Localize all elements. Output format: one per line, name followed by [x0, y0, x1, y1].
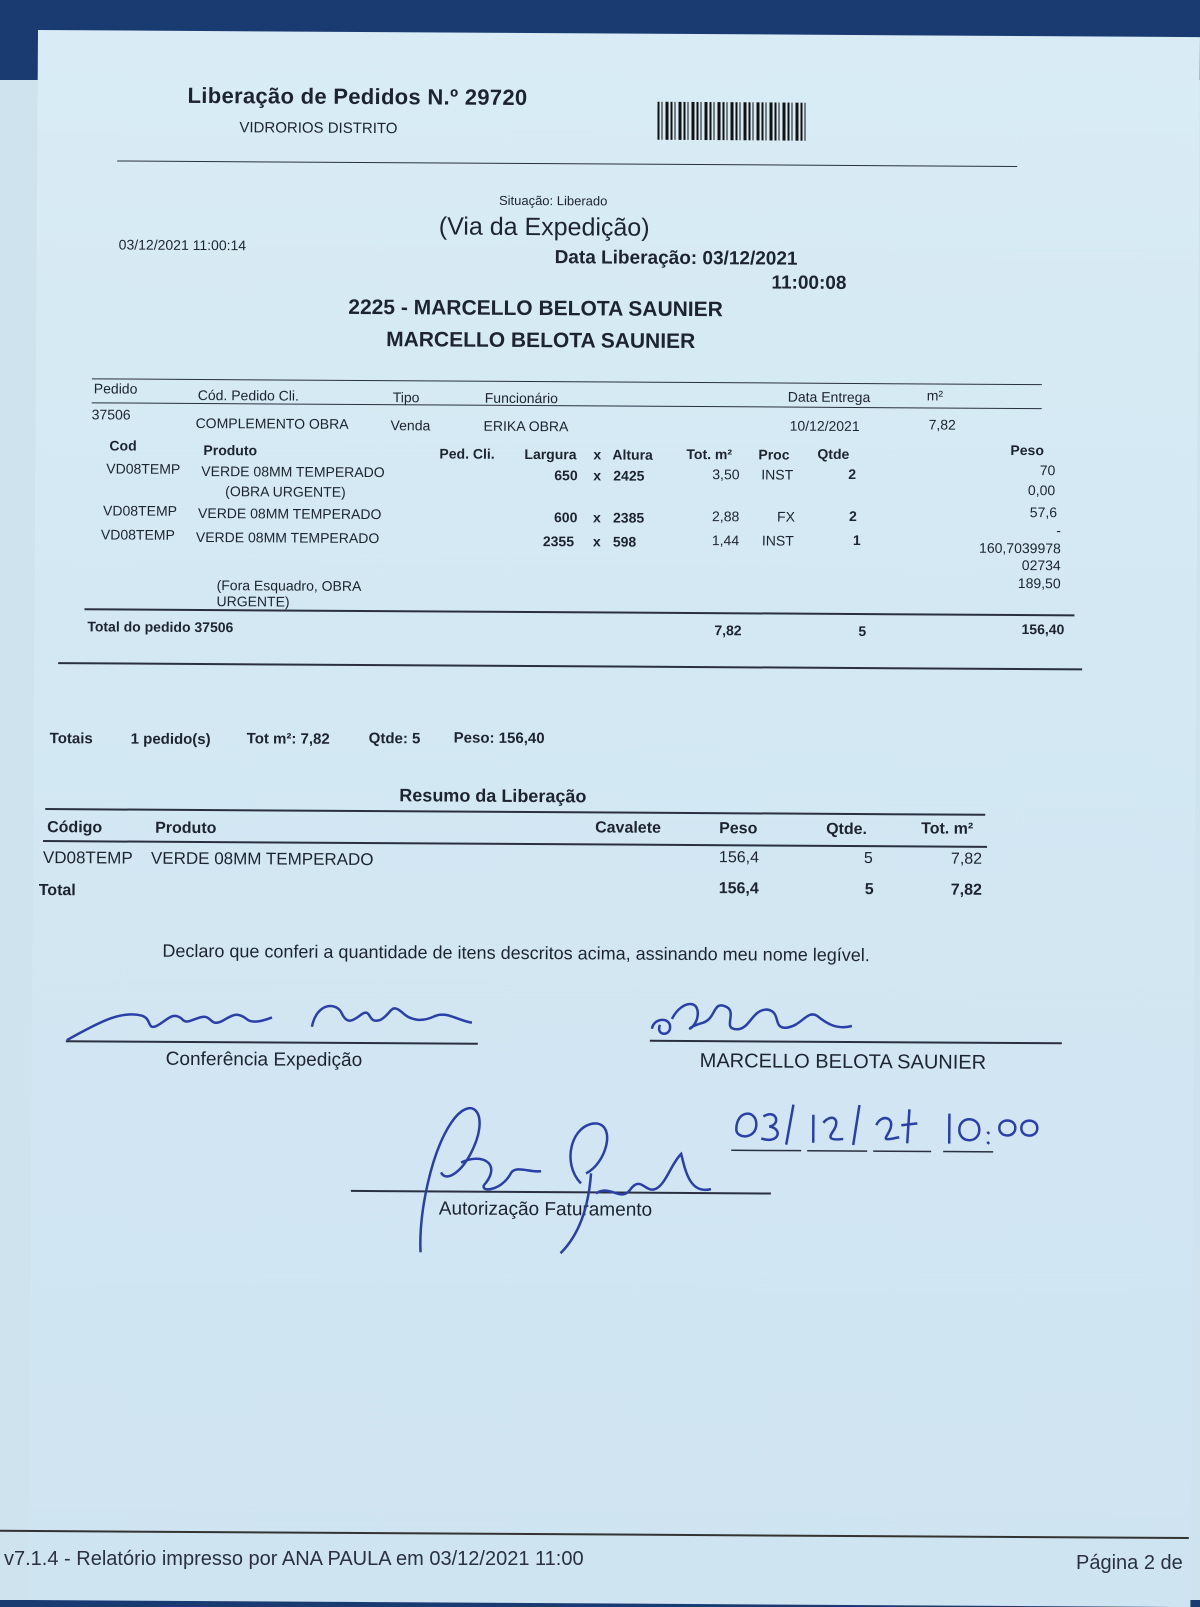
item-3-tot-m2: 1,44 — [711, 532, 740, 549]
header-divider — [117, 160, 1017, 166]
order-m2: 7,82 — [928, 416, 956, 433]
order-client-code: COMPLEMENTO OBRA — [195, 414, 349, 432]
summary-header-rule — [43, 840, 987, 848]
item-col-peso: Peso — [1010, 441, 1044, 459]
print-datetime: 03/12/2021 11:00:14 — [118, 236, 247, 254]
summary-row-peso: 156,4 — [718, 849, 760, 867]
declaration-text: Declaro que conferi a quantidade de itens descritos acima, assinando meu nome legível. — [162, 940, 870, 966]
item-1-proc: INST — [761, 466, 794, 483]
item-1-peso: 70 — [1039, 462, 1056, 479]
item-1-largura: 650 — [554, 467, 578, 484]
item-2-tot-m2: 2,88 — [711, 508, 740, 525]
order-total-rule — [84, 608, 1074, 616]
col-tipo: Tipo — [392, 389, 420, 406]
item-3-peso-cont: 02734 — [1021, 557, 1061, 574]
summary-total-qtde: 5 — [864, 881, 874, 899]
item-3-peso-dash: - — [1056, 522, 1062, 539]
item-col-qtde: Qtde — [817, 445, 850, 462]
autorizacao-label: Autorização Faturamento — [438, 1198, 653, 1221]
item-3-produto: VERDE 08MM TEMPERADO — [195, 528, 380, 547]
item-2-altura: 2385 — [612, 509, 645, 526]
copy-type: (Via da Expedição) — [438, 212, 650, 242]
item-3-peso: 160,7039978 — [979, 539, 1061, 557]
order-number: 37506 — [91, 406, 131, 423]
summary-top-rule — [45, 808, 985, 816]
summary-title: Resumo da Liberação — [399, 785, 587, 807]
order-total-label: Total do pedido 37506 — [87, 618, 234, 636]
summary-total-peso: 156,4 — [718, 880, 759, 898]
order-total-m2: 7,82 — [714, 622, 742, 639]
summary-row-codigo: VD08TEMP — [42, 848, 133, 868]
item-1-obs: (OBRA URGENTE) — [225, 483, 346, 500]
item-1-x: x — [593, 467, 602, 484]
col-m2: m² — [926, 387, 944, 404]
item-3-obs-line2: URGENTE) — [216, 593, 290, 610]
item-3-x: x — [592, 533, 601, 550]
summary-row-tot-m2: 7,82 — [950, 850, 983, 868]
order-employee: ERIKA OBRA — [483, 417, 569, 435]
summary-col-qtde: Qtde. — [826, 820, 868, 839]
item-3-cod: VD08TEMP — [100, 526, 175, 543]
order-total-peso: 156,40 — [1021, 621, 1065, 638]
item-2-peso: 57,6 — [1029, 504, 1058, 521]
item-1-qtde: 2 — [848, 465, 857, 483]
company-name: VIDRORIOS DISTRITO — [239, 119, 398, 138]
item-col-x: x — [593, 446, 602, 463]
item-3-proc: INST — [761, 532, 794, 549]
item-col-largura: Largura — [524, 445, 577, 463]
summary-total-tot-m2: 7,82 — [950, 881, 982, 899]
client-code-name: 2225 - MARCELLO BELOTA SAUNIER — [348, 295, 723, 322]
summary-row-qtde: 5 — [863, 850, 873, 868]
item-2-x: x — [592, 509, 601, 526]
summary-col-cavalete: Cavalete — [595, 819, 662, 837]
item-col-tot-m2: Tot. m² — [686, 445, 733, 463]
summary-col-codigo: Código — [47, 819, 103, 837]
item-3-altura: 598 — [612, 533, 637, 550]
item-1-produto: VERDE 08MM TEMPERADO — [201, 463, 385, 481]
item-1-altura: 2425 — [613, 467, 645, 484]
totals-label: Totais — [49, 730, 93, 748]
conferencia-label: Conferência Expedição — [165, 1048, 363, 1071]
status-text: Situação: Liberado — [498, 192, 608, 209]
signature-autorizacao — [390, 1092, 751, 1264]
footer-print-info: v7.1.4 - Relatório impresso por ANA PAULA em 03/12/2021 11:00 — [4, 1548, 584, 1570]
totals-qtde: Qtde: 5 — [368, 730, 421, 748]
item-2-proc: FX — [776, 508, 795, 525]
order-top-rule — [92, 378, 1042, 385]
summary-col-tot-m2: Tot. m² — [921, 820, 974, 838]
document-page — [28, 30, 1200, 1607]
handwritten-date — [731, 1094, 1061, 1156]
signature-conferencia — [62, 980, 482, 1053]
col-pedido: Pedido — [93, 380, 138, 397]
release-time: 11:00:08 — [771, 272, 847, 294]
summary-total-label: Total — [38, 882, 76, 900]
item-col-altura: Altura — [612, 446, 653, 463]
order-total-qtde: 5 — [858, 623, 867, 640]
order-delivery-date: 10/12/2021 — [789, 417, 860, 435]
footer-page: Página 2 de — [1076, 1552, 1183, 1574]
item-3-peso2: 189,50 — [1017, 574, 1061, 592]
item-3-largura: 2355 — [542, 533, 575, 550]
col-funcionario: Funcionário — [484, 389, 558, 407]
client-name: MARCELLO BELOTA SAUNIER — [386, 328, 696, 354]
client-signature-label: MARCELLO BELOTA SAUNIER — [699, 1050, 987, 1074]
order-header-rule — [92, 402, 1042, 409]
item-1-peso2: 0,00 — [1027, 482, 1056, 499]
summary-row-produto: VERDE 08MM TEMPERADO — [150, 848, 374, 870]
item-col-produto: Produto — [203, 442, 258, 459]
item-col-cod: Cod — [109, 437, 137, 454]
item-col-proc: Proc — [758, 446, 790, 463]
item-1-tot-m2: 3,50 — [712, 466, 740, 483]
release-date: Data Liberação: 03/12/2021 — [554, 247, 798, 270]
totals-m2: Tot m²: 7,82 — [246, 730, 330, 748]
item-1-cod: VD08TEMP — [106, 460, 181, 477]
footer-rule — [0, 1530, 1189, 1539]
item-3-qtde: 1 — [852, 531, 861, 549]
item-2-qtde: 2 — [848, 507, 857, 525]
summary-col-peso: Peso — [719, 820, 758, 838]
handwritten-date-text — [1031, 1236, 1038, 1237]
totals-pedidos: 1 pedido(s) — [130, 730, 211, 749]
barcode — [657, 102, 807, 141]
item-2-cod: VD08TEMP — [103, 502, 178, 519]
item-3-obs-line1: (Fora Esquadro, OBRA — [216, 577, 362, 594]
col-cod-pedido-cli: Cód. Pedido Cli. — [197, 386, 299, 404]
signature-client — [642, 989, 882, 1050]
item-col-ped-cli: Ped. Cli. — [439, 445, 495, 462]
totals-peso: Peso: 156,40 — [453, 729, 545, 748]
item-2-largura: 600 — [553, 509, 578, 526]
col-data-entrega: Data Entrega — [787, 388, 871, 406]
section-divider — [58, 662, 1082, 670]
summary-col-produto: Produto — [155, 819, 217, 838]
item-2-produto: VERDE 08MM TEMPERADO — [198, 504, 382, 523]
order-type: Venda — [390, 417, 431, 434]
document-title: Liberação de Pedidos N.º 29720 — [187, 82, 528, 110]
